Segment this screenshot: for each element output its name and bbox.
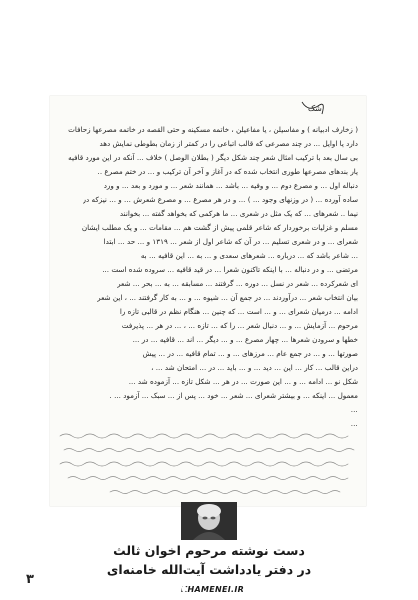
manuscript-sheet: [50, 96, 366, 506]
brand-link[interactable]: [179, 583, 245, 595]
manuscript-line: بیان انتخاب شعر ... درآوردند ... در جمع آن ... شیوه ... و ... به کار گرفتند ... ، این شعر: [97, 293, 358, 302]
manuscript-line: ساده آورده ... ( در وزنهای وجود ... ) ... و در هر مصرع ... و مصرع شعرش ... و ... نیزکه در: [82, 195, 358, 204]
manuscript-line: شکل نو ... ادامه ... و ... این صورت ... در هر ... شکل تازه ... آزموده شد ...: [128, 377, 358, 386]
caption-subtitle: در دفتر یادداشت آیت‌الله خامنه‌ای: [106, 562, 312, 577]
manuscript-line: دراین قالب ... کار ... این ... دید ... و ... باید ... در ... امتحان شد ... ،: [151, 363, 358, 372]
page-number: ۳: [26, 572, 34, 587]
manuscript-line: شعرای ... و در شعری تسلیم ... در آن که شاعر اول از شعر ... ۱۳۱۹ و ... حد ... ابتدا: [103, 237, 358, 246]
caption-title: دست نوشته مرحوم اخوان ثالث: [113, 543, 305, 558]
manuscript-line: ادامه ... درمیان شعرای ... و ... است ... که چنین ... هنگام نظم در قالبی تازه را: [119, 307, 358, 316]
manuscript-line: خطها و سرودن شعرها ... چهار مصرع ... و ... دیگر ... اند ... قافیه ... در ...: [132, 335, 358, 344]
manuscript-line: دارد یا اوایل ... در چند مصرعی که قالب اتباعی را در کمتر از زمان بطوطی نمایش دهد: [99, 139, 358, 148]
manuscript-line: ( زخارف ادبیانه ) و مفاسیلن ، یا مفاعیلن ، خاتمه مسکینه و حتی القصه در خاتمه مصرعها زحافات: [68, 125, 358, 134]
margin-note: شک: [308, 104, 322, 113]
manuscript-line: مرتضی ... و در دنباله ... با اینکه تاکنون شعرا ... در قید قافیه ... سروده شده است ...: [102, 265, 358, 274]
manuscript-line: صورتها ... و ... در جمع عام ... مرزهای ... و ... تمام قافیه ... در ... پیش: [142, 349, 358, 358]
manuscript-line: ...: [350, 419, 358, 428]
manuscript-line: مرحوم ... آزمایش ... و ... دنبال شعر ... را که ... تازه ... ، ... در هر ... پذیرفت: [121, 321, 358, 330]
manuscript-line: دنباله اول ... و مصرع دوم ... و وفیه ... باشد ... همانند شعر ... و مورد و بعد ... و ورد: [103, 181, 358, 190]
manuscript-line: معمول ... اینکه ... و بیشتر شعرای ... شعر ... خود ... پس از ... سبک ... آزمود ... .: [109, 391, 358, 400]
manuscript-line: بی سال بعد با ترکیب امثال شعر چند شکل دیگر ( بطلان الوصل ) خلاف ... آنکه در این مورد قافیه: [68, 153, 358, 162]
manuscript-line: ای شعرکرده ... شعر در نسل ... دوره ... گرفتند ... مسابقه ... به ... بحر ... شعر: [117, 279, 358, 288]
manuscript-line: مسلم و غزلیات برخوردار که شاعر قلمی پیش از گشت هم ... مقامات ... و یک مطلب ایشان: [81, 223, 358, 232]
manuscript-line: نیما .. شعرهای ... که یک مثل در شعری ... ما هرکمی که بخواهد گفته ... بخوانند: [119, 209, 358, 218]
portrait-photo: [181, 502, 237, 540]
manuscript-line: ...: [350, 405, 358, 414]
manuscript-line: یار بندهای مصرعها طوری انتخاب شده که در آغاز و آخر آن ترکیب و ... در ختم مصرع ..: [97, 167, 358, 176]
brand-text: KHAMENEI.IR: [181, 584, 245, 594]
manuscript-line: ... شاعر باشد که ... درباره ... شعرهای سعدی و ... به ... این قافیه ... به: [140, 251, 358, 260]
